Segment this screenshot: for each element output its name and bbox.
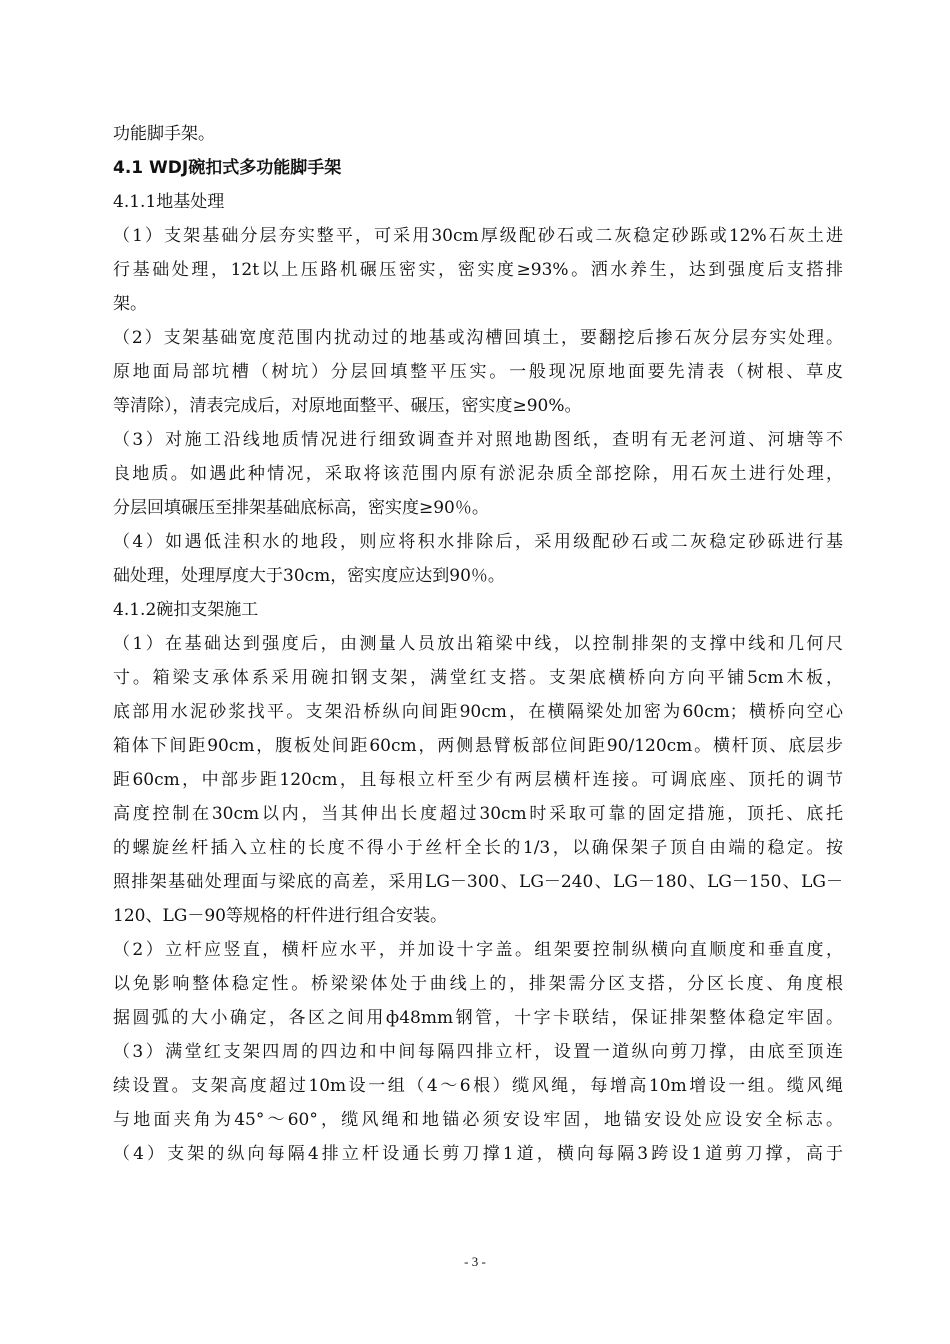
text-line: 原地面局部坑槽（树坑）分层回填整平压实。一般现况原地面要先清表（树根、草皮 [113, 362, 843, 382]
text-line: 功能脚手架。 [113, 124, 215, 144]
text-line: （2）立杆应竖直，横杆应水平，并加设十字盖。组架要控制纵横向直顺度和垂直度， [113, 940, 843, 960]
text-line: 行基础处理，12t以上压路机碾压密实，密实度≥93%。洒水养生，达到强度后支搭排 [113, 260, 843, 280]
text-line: （1）在基础达到强度后，由测量人员放出箱梁中线，以控制排架的支撑中线和几何尺 [113, 634, 843, 654]
text-line: 底部用水泥砂浆找平。支架沿桥纵向间距90cm，在横隔梁处加密为60cm；横桥向空心 [113, 702, 843, 722]
text-line: （2）支架基础宽度范围内扰动过的地基或沟槽回填土，要翻挖后掺石灰分层夯实处理。 [113, 328, 843, 348]
text-line: （4）支架的纵向每隔4排立杆设通长剪刀撑1道，横向每隔3跨设1道剪刀撑，高于 [113, 1144, 843, 1164]
text-line: 4.1.2碗扣支架施工 [113, 600, 259, 620]
text-line: 以免影响整体稳定性。桥梁梁体处于曲线上的，排架需分区支搭，分区长度、角度根 [113, 974, 843, 994]
text-line: 高度控制在30cm以内，当其伸出长度超过30cm时采取可靠的固定措施，顶托、底托 [113, 804, 843, 824]
text-line: 照排架基础处理面与梁底的高差，采用LG－300、LG－240、LG－180、LG－150、LG－ [113, 872, 843, 892]
text-line: （3）满堂红支架四周的四边和中间每隔四排立杆，设置一道纵向剪刀撑，由底至顶连 [113, 1042, 843, 1062]
text-line: 箱体下间距90cm，腹板处间距60cm，两侧悬臂板部位间距90/120cm。横杆顶、底层步 [113, 736, 843, 756]
text-line: 良地质。如遇此种情况，采取将该范围内原有淤泥杂质全部挖除，用石灰土进行处理， [113, 464, 843, 484]
text-line: 分层回填碾压至排架基础底标高，密实度≥90％。 [113, 498, 489, 518]
text-line: 与地面夹角为45°～60°，缆风绳和地锚必须安设牢固，地锚安设处应设安全标志。 [113, 1110, 843, 1130]
text-line: 120、LG－90等规格的杆件进行组合安装。 [113, 906, 447, 926]
text-line: 的螺旋丝杆插入立柱的长度不得小于丝杆全长的1/3，以确保架子顶自由端的稳定。按 [113, 838, 843, 858]
text-line: 据圆弧的大小确定，各区之间用ф48mm钢管，十字卡联结，保证排架整体稳定牢固。 [113, 1008, 843, 1028]
text-line: （3）对施工沿线地质情况进行细致调查并对照地勘图纸，查明有无老河道、河塘等不 [113, 430, 843, 450]
text-line: 续设置。支架高度超过10m设一组（4～6根）缆风绳，每增高10m增设一组。缆风绳 [113, 1076, 843, 1096]
section-heading: 4.1 WDJ碗扣式多功能脚手架 [113, 158, 342, 178]
text-line: 寸。箱梁支承体系采用碗扣钢支架，满堂红支搭。支架底横桥向方向平铺5cm木板， [113, 668, 843, 688]
text-line: 等清除），清表完成后，对原地面整平、碾压，密实度≥90%。 [113, 396, 582, 416]
page-number: - 3 - [464, 1254, 486, 1269]
text-line: （4）如遇低洼积水的地段，则应将积水排除后，采用级配砂石或二灰稳定砂砾进行基 [113, 532, 843, 552]
text-line: 距60cm，中部步距120cm，且每根立杆至少有两层横杆连接。可调底座、顶托的调节 [113, 770, 843, 790]
text-line: 础处理，处理厚度大于30cm，密实度应达到90％。 [113, 566, 505, 586]
text-line: 架。 [113, 294, 147, 314]
body-text [113, 117, 843, 1171]
text-line: 4.1.1地基处理 [113, 192, 225, 212]
text-line: （1）支架基础分层夯实整平，可采用30cm厚级配砂石或二灰稳定砂跞或12%石灰土进 [113, 226, 843, 246]
